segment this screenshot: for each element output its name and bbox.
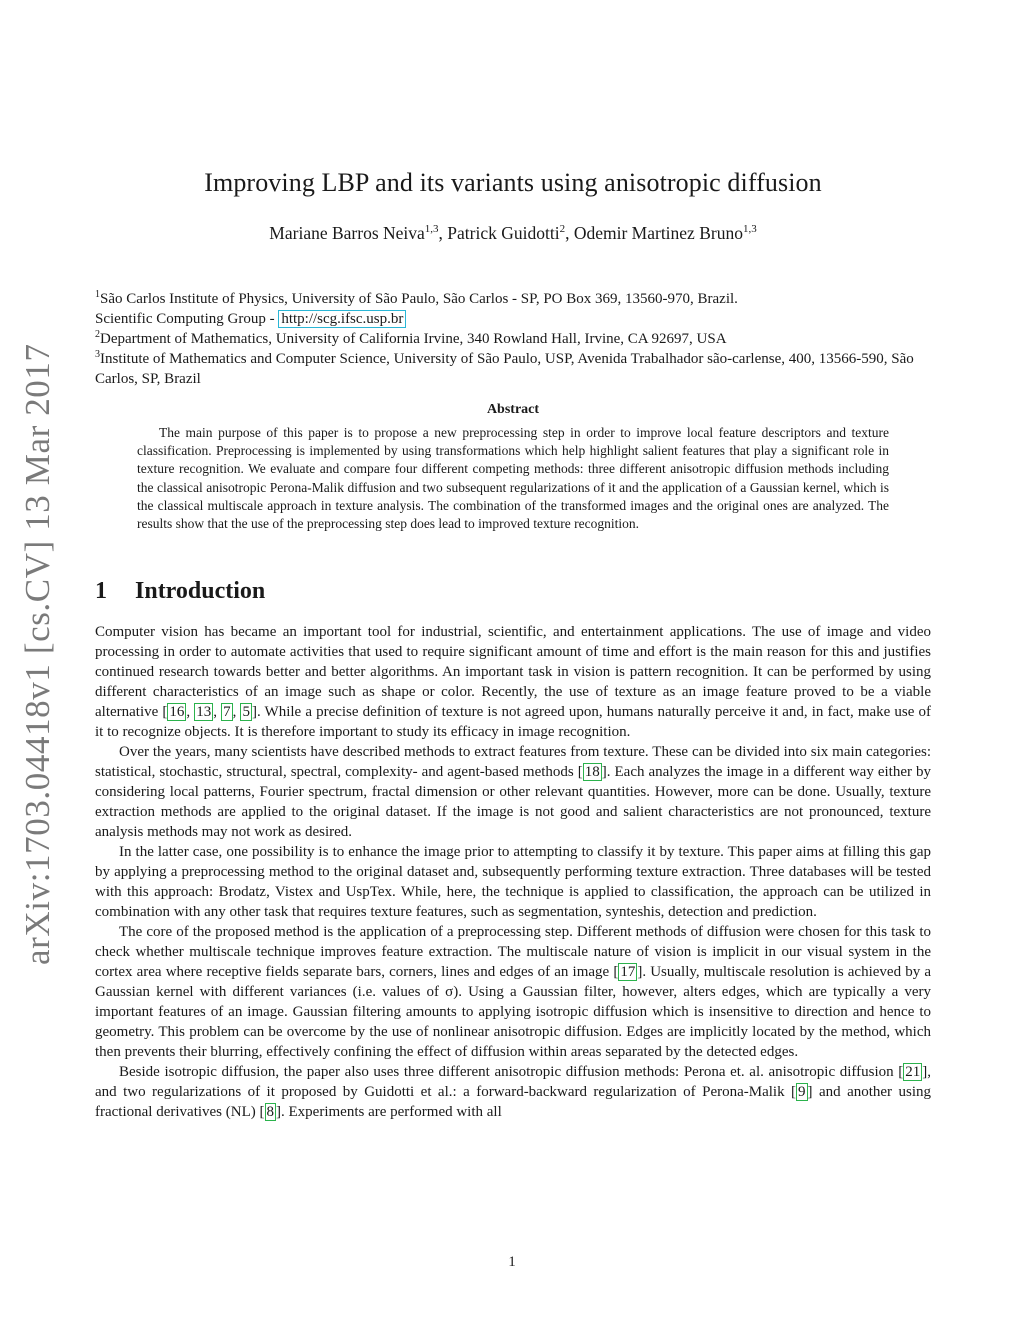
citation-link[interactable]: 18 bbox=[584, 764, 600, 780]
author-name: Patrick Guidotti bbox=[447, 223, 560, 243]
author-name: Mariane Barros Neiva bbox=[269, 223, 425, 243]
citation-link[interactable]: 21 bbox=[905, 1064, 921, 1080]
page-number: 1 bbox=[508, 1254, 516, 1270]
arxiv-identifier[interactable]: arXiv:1703.04418v1 [cs.CV] 13 Mar 2017 bbox=[18, 343, 57, 965]
abstract-body: The main purpose of this paper is to propose a new preprocessing step in order to improve local feature descriptors and texture classification. Preprocessing is implemented by using transformations which help highlight salient features that play a significant role in texture recognition. We evaluate and compare four different competing methods: three different anisotropic diffusion methods including the classical anisotropic Perona-Malik diffusion and two subsequent regularizations of it and the application of a Gaussian kernel, which is the classical multiscale approach in texture analysis. The combination of the transformed images and the original ones are analyzed. The results show that the use of the preprocessing step does lead to improved texture recognition. bbox=[137, 425, 889, 532]
affiliation-1: $^1$São Carlos Institute of Physics, University of São Paulo, São Carlos - SP, PO Box 369, 13560-970, Brazil. Scientific Computing Group - http://scg.ifsc.usp.br bbox=[95, 289, 738, 327]
citation-link[interactable]: 13 bbox=[196, 704, 212, 720]
paragraph: The core of the proposed method is the application of a preprocessing step. Different methods of diffusion were chosen for this task to check whether multiscale technique improves feature extraction. The multiscale nature of vision is implicit in our visual system in the cortex area where receptive fields separate bars, corners, lines and edges of an image [ 17 ]. Usually, multiscale resolution is achieved by a Gaussian kernel with different variances (i.e. values of σ). Using a Gaussian filter, however, alters edges, which are typically a very important features of an image. Gaussian filtering amounts to applying isotropic diffusion which is insensitive to direction and hence to geometry. This problem can be overcome by the use of nonlinear anisotropic diffusion. Edges are implicitly located by the method, which then prevents their blurring, effectively confining the effect of diffusion within areas separated by the detected edges. bbox=[95, 924, 931, 1060]
paragraph: Over the years, many scientists have described methods to extract features from texture. These can be divided into six main categories: statistical, stochastic, structural, spectral, complexity- and agent-based methods [ 18 ]. Each analyzes the image in a different way either by considering local patterns, Fourier spectrum, fractal dimension or other relevant quantities. However, more can be done. Usually, texture extraction methods are applied to the original dataset. If the image is not good and salient characteristics are not pronounced, texture analysis methods may not work as desired. bbox=[95, 744, 931, 840]
section-heading bbox=[95, 578, 265, 605]
author-name: Odemir Martinez Bruno bbox=[573, 223, 743, 243]
author-list: Mariane Barros Neiva$^{1,3}$, Patrick Guidotti$^2$, Odemir Martinez Bruno$^{1,3}$ bbox=[269, 223, 757, 243]
citation-link[interactable]: 7 bbox=[223, 704, 231, 720]
citation-link[interactable]: 8 bbox=[266, 1104, 275, 1120]
author-affiliation-mark: 1,3 bbox=[424, 223, 439, 235]
author-affiliation-mark: 2 bbox=[559, 223, 566, 235]
citation-link[interactable]: 17 bbox=[620, 964, 636, 980]
affiliation-2: $^2$Department of Mathematics, University of California Irvine, 340 Rowland Hall, Irvine, CA 92697, USA bbox=[95, 329, 727, 347]
citation-link[interactable]: 5 bbox=[242, 704, 250, 720]
author-affiliation-mark: 1,3 bbox=[742, 223, 757, 235]
group-url-link[interactable]: http://scg.ifsc.usp.br bbox=[278, 310, 406, 328]
introduction-body bbox=[95, 622, 931, 1122]
paragraph: Beside isotropic diffusion, the paper also uses three different anisotropic diffusion methods: Perona et. al. anisotropic diffusion [ 21 ], and two regularizations of it proposed by Guidotti et al.: a forward-backward regularization of Perona-Malik [ 9 ] and another using fractional derivatives (NL) [ 8 ]. Experiments are performed with all bbox=[95, 1064, 931, 1120]
abstract-heading: Abstract bbox=[486, 402, 540, 417]
section-number: 1 bbox=[95, 578, 107, 604]
affiliation-3: $^3$Institute of Mathematics and Computer Science, University of São Paulo, USP, Avenida Trabalhador são-carlense, 400, 13566-590, São Carlos, SP, Brazil bbox=[95, 349, 914, 387]
paragraph: In the latter case, one possibility is to enhance the image prior to attempting to classify it by texture. This paper aims at filling this gap by applying a preprocessing method to the original dataset and, subsequently performing texture extraction. Three databases will be tested with this approach: Brodatz, Vistex and UspTex. While, here, the technique is applied to classification, the approach can be utilized in combination with any other task that requires texture features, such as segmentation, synteshis, detection and prediction. bbox=[95, 844, 931, 920]
paragraph: Computer vision has became an important tool for industrial, scientific, and entertainment applications. The use of image and video processing in order to automate activities that used to require significant amount of time and effort is the main reason for this and justifies continued research towards better and better algorithms. An important task in vision is pattern recognition. It can be performed by using different characteristics of an image such as shape or color. Recently, the use of texture as an image feature proved to be a viable alternative [ 16 , 13 , 7 , 5 ]. While a precise definition of texture is not agreed upon, humans naturally perceive it and, in fact, make use of it to recognize objects. It is therefore important to study its efficacy in image recognition. bbox=[95, 624, 932, 740]
paper-title: Improving LBP and its variants using anisotropic diffusion bbox=[204, 168, 822, 197]
citation-link[interactable]: 9 bbox=[798, 1084, 806, 1100]
section-title: Introduction bbox=[135, 578, 266, 604]
citation-link[interactable]: 16 bbox=[169, 704, 185, 720]
